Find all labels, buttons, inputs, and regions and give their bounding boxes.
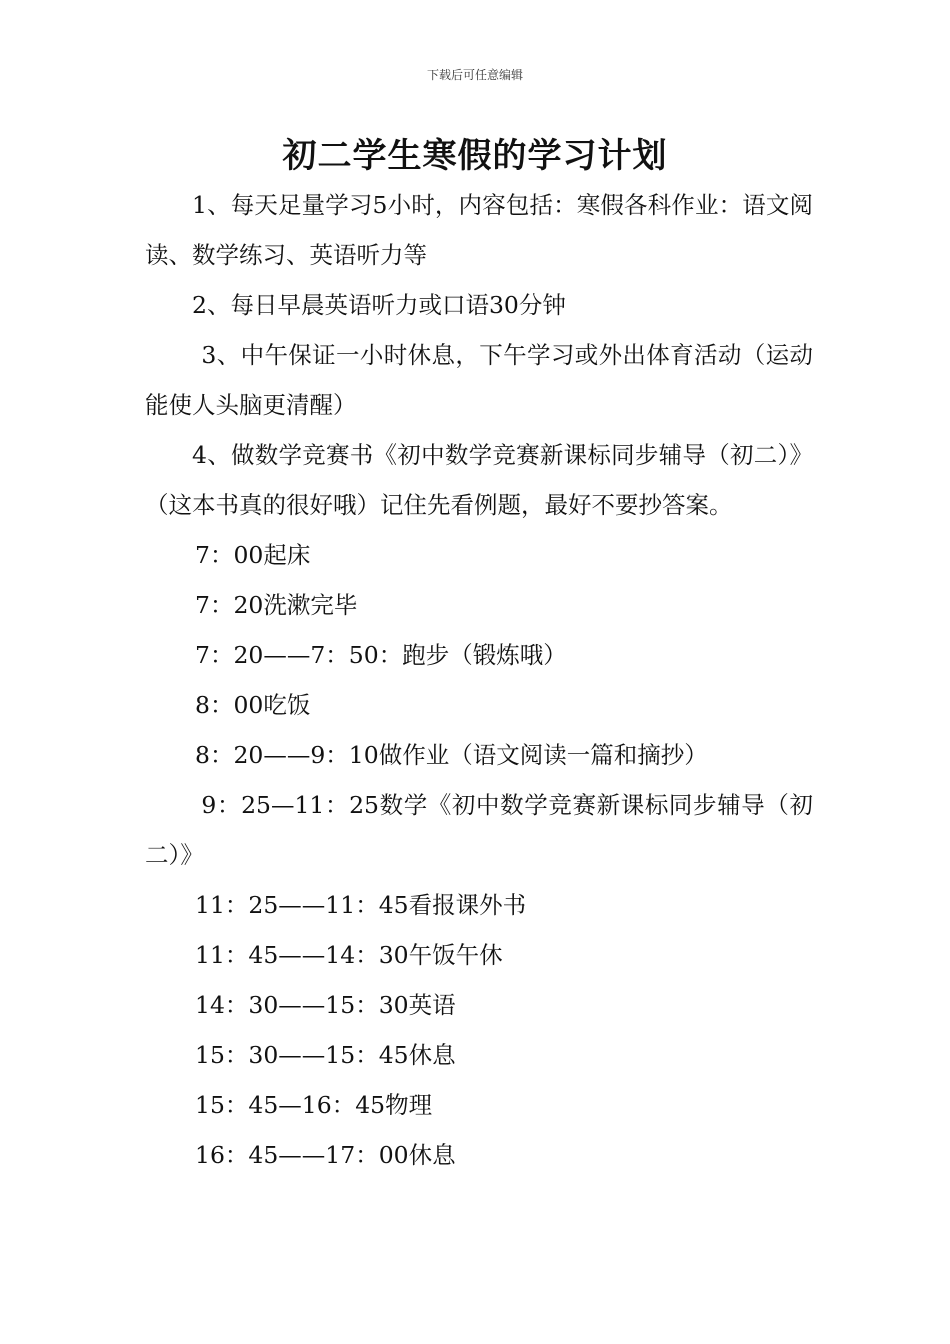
schedule-item: 11：45——14：30午饭午休	[195, 941, 503, 969]
schedule-list	[145, 530, 813, 1180]
schedule-item: 15：30——15：45休息	[195, 1041, 456, 1069]
schedule-item: 14：30——15：30英语	[195, 991, 456, 1019]
paragraph-1: 1、每天足量学习5小时，内容包括：寒假各科作业：语文阅读、数学练习、英语听力等	[145, 191, 813, 269]
paragraph-2: 2、每日早晨英语听力或口语30分钟	[192, 291, 566, 319]
schedule-item: 8：00吃饭	[195, 691, 311, 719]
header-note: 下载后可任意编辑	[426, 68, 523, 82]
paragraph-3: 3、中午保证一小时休息，下午学习或外出体育活动（运动能使人头脑更清醒）	[145, 341, 813, 419]
schedule-item: 15：45—16：45物理	[195, 1091, 433, 1119]
schedule-item: 8：20——9：10做作业（语文阅读一篇和摘抄）	[195, 741, 708, 769]
schedule-item: 7：20——7：50：跑步（锻炼哦）	[195, 641, 567, 669]
paragraph-4: 4、做数学竞赛书《初中数学竞赛新课标同步辅导（初二）》（这本书真的很好哦）记住先看例题，最好不要抄答案。	[145, 441, 813, 519]
schedule-item: 11：25——11：45看报课外书	[195, 891, 527, 919]
schedule-item: 7：00起床	[195, 541, 311, 569]
schedule-item: 7：20洗漱完毕	[195, 591, 358, 619]
document-body	[145, 180, 813, 1180]
schedule-item: 16：45——17：00休息	[195, 1141, 456, 1169]
document-title: 初二学生寒假的学习计划	[282, 136, 668, 176]
schedule-item: 9：25—11：25数学《初中数学竞赛新课标同步辅导（初二）》	[145, 791, 813, 869]
